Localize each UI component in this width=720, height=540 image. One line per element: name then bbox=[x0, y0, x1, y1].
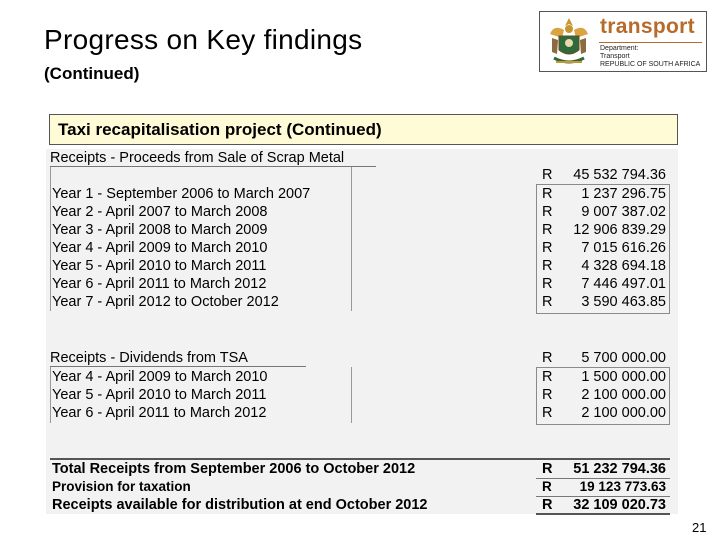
department-logo bbox=[539, 11, 707, 72]
row-amount: 9 007 387.02 bbox=[581, 204, 666, 220]
row-label: Year 5 - April 2010 to March 2011 bbox=[52, 387, 267, 403]
section-heading-row bbox=[46, 349, 678, 367]
row-label: Year 6 - April 2011 to March 2012 bbox=[52, 276, 267, 292]
currency-symbol: R bbox=[542, 276, 553, 292]
row-amount: 1 500 000.00 bbox=[581, 369, 666, 385]
currency-symbol: R bbox=[542, 258, 553, 274]
row-label: Year 5 - April 2010 to March 2011 bbox=[52, 258, 267, 274]
row-label: Total Receipts from September 2006 to October 2012 bbox=[52, 461, 416, 477]
section-total-amount: 45 532 794.36 bbox=[573, 167, 666, 183]
row-amount: 51 232 794.36 bbox=[573, 461, 666, 477]
coat-of-arms-icon bbox=[544, 16, 594, 68]
row-amount: 32 109 020.73 bbox=[573, 497, 666, 513]
section-heading: Receipts - Proceeds from Sale of Scrap Metal bbox=[50, 150, 345, 166]
summary-row bbox=[46, 460, 678, 478]
currency-symbol: R bbox=[542, 387, 553, 403]
currency-symbol: R bbox=[542, 461, 553, 477]
logo-department-text bbox=[600, 45, 700, 69]
table-row bbox=[46, 404, 678, 422]
summary-row bbox=[46, 496, 678, 514]
section-total-row bbox=[46, 166, 678, 184]
table-row bbox=[46, 368, 678, 386]
slide-title: Progress on Key findings bbox=[44, 24, 363, 55]
row-amount: 7 446 497.01 bbox=[581, 276, 666, 292]
row-label: Year 2 - April 2007 to March 2008 bbox=[52, 204, 268, 220]
currency-symbol: R bbox=[542, 204, 553, 220]
logo-divider bbox=[599, 42, 702, 43]
page-number: 21 bbox=[692, 520, 707, 535]
table-row bbox=[46, 293, 678, 311]
logo-line: Transport bbox=[600, 53, 630, 60]
row-label: Year 3 - April 2008 to March 2009 bbox=[52, 222, 268, 238]
row-amount: 12 906 839.29 bbox=[573, 222, 666, 238]
row-amount: 2 100 000.00 bbox=[581, 405, 666, 421]
row-amount: 3 590 463.85 bbox=[581, 294, 666, 310]
financial-table bbox=[46, 149, 678, 514]
row-amount: 7 015 616.26 bbox=[581, 240, 666, 256]
row-label: Year 6 - April 2011 to March 2012 bbox=[52, 405, 267, 421]
table-row bbox=[46, 185, 678, 203]
currency-symbol: R bbox=[542, 369, 553, 385]
table-row bbox=[46, 221, 678, 239]
section-heading: Receipts - Dividends from TSA bbox=[50, 350, 248, 366]
row-amount: 2 100 000.00 bbox=[581, 387, 666, 403]
logo-line: Department: bbox=[600, 45, 639, 52]
section-heading-row bbox=[46, 149, 678, 167]
summary-bottom-rule bbox=[536, 513, 670, 515]
summary-row bbox=[46, 478, 678, 496]
row-label: Year 4 - April 2009 to March 2010 bbox=[52, 240, 268, 256]
row-amount: 19 123 773.63 bbox=[579, 479, 666, 494]
currency-symbol: R bbox=[542, 186, 553, 202]
currency-symbol: R bbox=[542, 294, 553, 310]
table-row bbox=[46, 239, 678, 257]
currency-symbol: R bbox=[542, 222, 553, 238]
currency-symbol: R bbox=[542, 240, 553, 256]
row-amount: 1 237 296.75 bbox=[581, 186, 666, 202]
row-label: Year 7 - April 2012 to October 2012 bbox=[52, 294, 279, 310]
row-label: Receipts available for distribution at end October 2012 bbox=[52, 497, 428, 513]
logo-line: REPUBLIC OF SOUTH AFRICA bbox=[600, 61, 701, 68]
table-row bbox=[46, 275, 678, 293]
row-label: Year 4 - April 2009 to March 2010 bbox=[52, 369, 268, 385]
row-amount: 4 328 694.18 bbox=[581, 258, 666, 274]
currency-symbol: R bbox=[542, 167, 553, 183]
section-banner: Taxi recapitalisation project (Continued) bbox=[49, 114, 678, 145]
currency-symbol: R bbox=[542, 350, 553, 366]
table-row bbox=[46, 257, 678, 275]
currency-symbol: R bbox=[542, 497, 553, 513]
currency-symbol: R bbox=[542, 405, 553, 421]
table-row bbox=[46, 386, 678, 404]
row-label: Provision for taxation bbox=[52, 479, 191, 494]
currency-symbol: R bbox=[542, 479, 552, 494]
section-total-amount: 5 700 000.00 bbox=[581, 350, 666, 366]
row-label: Year 1 - September 2006 to March 2007 bbox=[52, 186, 311, 202]
logo-wordmark: transport bbox=[600, 15, 695, 38]
slide-subtitle: (Continued) bbox=[44, 64, 140, 83]
table-row bbox=[46, 203, 678, 221]
